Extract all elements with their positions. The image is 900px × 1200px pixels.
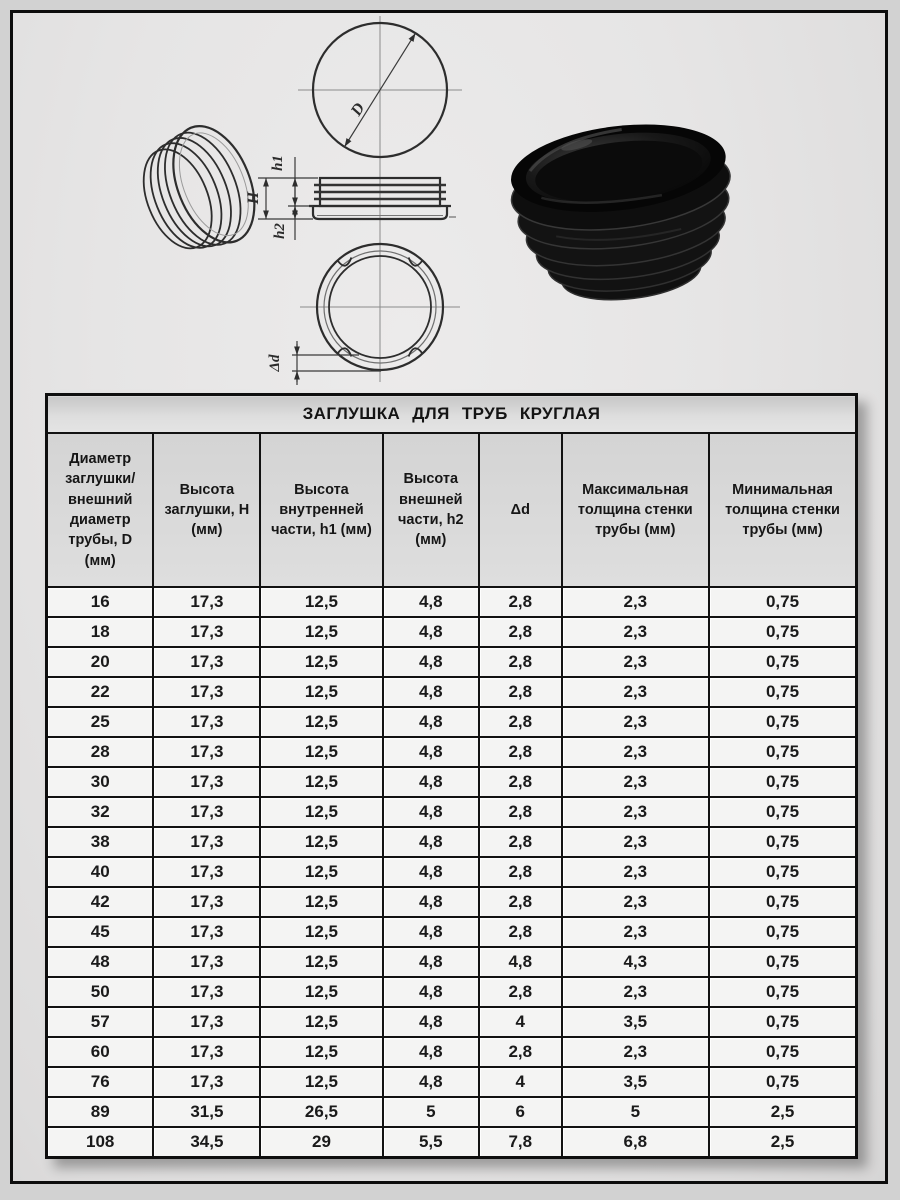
table-cell: 4,8 (383, 857, 479, 887)
table-cell: 4,8 (383, 647, 479, 677)
table-cell: 2,3 (562, 587, 709, 617)
dim-label-h1: h1 (270, 155, 286, 171)
table-cell: 4,8 (383, 797, 479, 827)
table-cell: 12,5 (260, 647, 382, 677)
table-cell: 12,5 (260, 677, 382, 707)
table-cell: 12,5 (260, 707, 382, 737)
table-cell: 4,8 (383, 977, 479, 1007)
table-cell: 2,3 (562, 677, 709, 707)
bottom-view (267, 244, 460, 385)
table-cell: 17,3 (153, 1007, 260, 1037)
table-row (47, 1007, 857, 1037)
table-cell: 2,8 (479, 677, 562, 707)
table-cell: 2,3 (562, 857, 709, 887)
table-cell: 17,3 (153, 587, 260, 617)
table-cell: 2,3 (562, 707, 709, 737)
table-cell: 2,8 (479, 887, 562, 917)
table-cell: 2,8 (479, 857, 562, 887)
table-cell: 2,5 (709, 1127, 856, 1158)
table-cell: 17,3 (153, 707, 260, 737)
table-cell: 2,8 (479, 737, 562, 767)
table-cell: 0,75 (709, 737, 856, 767)
table-cell: 17,3 (153, 1067, 260, 1097)
table-cell: 12,5 (260, 737, 382, 767)
table-cell: 12,5 (260, 617, 382, 647)
table-row (47, 917, 857, 947)
table-cell: 0,75 (709, 617, 856, 647)
table-cell: 0,75 (709, 677, 856, 707)
table-cell: 12,5 (260, 1007, 382, 1037)
table-cell: 0,75 (709, 977, 856, 1007)
table-cell: 42 (47, 887, 154, 917)
table-cell: 12,5 (260, 827, 382, 857)
table-cell: 5,5 (383, 1127, 479, 1158)
table-cell: 4,8 (383, 707, 479, 737)
table-cell: 2,3 (562, 767, 709, 797)
table-row (47, 767, 857, 797)
table-cell: 17,3 (153, 857, 260, 887)
table-cell: 5 (562, 1097, 709, 1127)
table-cell: 17,3 (153, 737, 260, 767)
table-cell: 2,8 (479, 977, 562, 1007)
table-cell: 0,75 (709, 1067, 856, 1097)
dim-label-diameter: D (347, 100, 369, 120)
table-cell: 0,75 (709, 647, 856, 677)
table-cell: 12,5 (260, 1067, 382, 1097)
spec-table (45, 393, 858, 1159)
table-cell: 0,75 (709, 917, 856, 947)
table-cell: 57 (47, 1007, 154, 1037)
table-cell: 17,3 (153, 797, 260, 827)
table-cell: 40 (47, 857, 154, 887)
table-cell: 4,8 (383, 1037, 479, 1067)
table-cell: 29 (260, 1127, 382, 1158)
table-cell: 4 (479, 1007, 562, 1037)
table-cell: 4,8 (383, 587, 479, 617)
table-cell: 2,3 (562, 827, 709, 857)
column-header-6: Максимальная толщина стенки трубы (мм) (562, 433, 709, 587)
table-cell: 2,3 (562, 977, 709, 1007)
dim-label-h2: h2 (272, 223, 288, 239)
table-cell: 2,8 (479, 707, 562, 737)
table-cell: 22 (47, 677, 154, 707)
table-cell: 12,5 (260, 1037, 382, 1067)
table-cell: 38 (47, 827, 154, 857)
column-header-1: Диаметр заглушки/ внешний диаметр трубы, D (мм) (47, 433, 154, 587)
table-row (47, 587, 857, 617)
table-cell: 0,75 (709, 707, 856, 737)
table-cell: 17,3 (153, 767, 260, 797)
dim-label-delta-d: Δd (267, 354, 283, 372)
table-row (47, 617, 857, 647)
table-cell: 2,8 (479, 617, 562, 647)
table-row (47, 647, 857, 677)
table-cell: 17,3 (153, 827, 260, 857)
table-row (47, 707, 857, 737)
table-cell: 12,5 (260, 917, 382, 947)
table-cell: 32 (47, 797, 154, 827)
table-cell: 4,8 (383, 827, 479, 857)
table-cell: 89 (47, 1097, 154, 1127)
content-frame (10, 10, 888, 1184)
table-cell: 50 (47, 977, 154, 1007)
table-cell: 2,8 (479, 797, 562, 827)
table-cell: 2,3 (562, 887, 709, 917)
table-cell: 5 (383, 1097, 479, 1127)
dim-label-H: H (245, 191, 262, 205)
table-cell: 0,75 (709, 587, 856, 617)
table-cell: 4,8 (383, 917, 479, 947)
table-row (47, 857, 857, 887)
table-cell: 17,3 (153, 677, 260, 707)
table-cell: 20 (47, 647, 154, 677)
table-row (47, 947, 857, 977)
table-cell: 2,5 (709, 1097, 856, 1127)
table-row (47, 677, 857, 707)
column-header-5: Δd (479, 433, 562, 587)
table-cell: 12,5 (260, 947, 382, 977)
table-cell: 2,8 (479, 827, 562, 857)
table-cell: 12,5 (260, 767, 382, 797)
table-cell: 0,75 (709, 1007, 856, 1037)
table-cell: 0,75 (709, 797, 856, 827)
table-cell: 4,3 (562, 947, 709, 977)
table-cell: 26,5 (260, 1097, 382, 1127)
table-cell: 4,8 (383, 737, 479, 767)
table-cell: 2,3 (562, 797, 709, 827)
table-cell: 0,75 (709, 947, 856, 977)
table-row (47, 977, 857, 1007)
table-cell: 0,75 (709, 887, 856, 917)
table-cell: 28 (47, 737, 154, 767)
table-cell: 60 (47, 1037, 154, 1067)
table-cell: 0,75 (709, 767, 856, 797)
table-cell: 30 (47, 767, 154, 797)
table-cell: 6,8 (562, 1127, 709, 1158)
oblique-view (127, 114, 270, 266)
table-cell: 0,75 (709, 827, 856, 857)
table-cell: 4,8 (383, 887, 479, 917)
table-row (47, 887, 857, 917)
column-header-7: Минимальная толщина стенки трубы (мм) (709, 433, 856, 587)
table-cell: 12,5 (260, 887, 382, 917)
table-cell: 3,5 (562, 1007, 709, 1037)
table-cell: 2,3 (562, 737, 709, 767)
table-cell: 2,8 (479, 587, 562, 617)
table-cell: 2,3 (562, 1037, 709, 1067)
table-cell: 48 (47, 947, 154, 977)
table-cell: 4,8 (479, 947, 562, 977)
table-cell: 17,3 (153, 947, 260, 977)
table-row (47, 1127, 857, 1158)
table-cell: 4,8 (383, 767, 479, 797)
table-cell: 2,8 (479, 917, 562, 947)
table-cell: 12,5 (260, 587, 382, 617)
table-cell: 17,3 (153, 917, 260, 947)
table-cell: 17,3 (153, 887, 260, 917)
table-cell: 76 (47, 1067, 154, 1097)
table-cell: 17,3 (153, 647, 260, 677)
technical-drawing (13, 13, 885, 391)
table-header-row (47, 433, 857, 587)
table-cell: 2,3 (562, 647, 709, 677)
table-cell: 2,8 (479, 647, 562, 677)
table-cell: 25 (47, 707, 154, 737)
table-cell: 12,5 (260, 857, 382, 887)
table-cell: 0,75 (709, 857, 856, 887)
table-cell: 2,8 (479, 767, 562, 797)
column-header-4: Высота внешней части, h2 (мм) (383, 433, 479, 587)
table-cell: 12,5 (260, 797, 382, 827)
table-row (47, 737, 857, 767)
table-cell: 7,8 (479, 1127, 562, 1158)
table-cell: 2,8 (479, 1037, 562, 1067)
table-cell: 4,8 (383, 677, 479, 707)
table-row (47, 797, 857, 827)
table-cell: 18 (47, 617, 154, 647)
table-cell: 4 (479, 1067, 562, 1097)
table-cell: 4,8 (383, 1007, 479, 1037)
table-cell: 4,8 (383, 617, 479, 647)
table-cell: 31,5 (153, 1097, 260, 1127)
side-view (245, 155, 456, 240)
table-cell: 34,5 (153, 1127, 260, 1158)
table-cell: 0,75 (709, 1037, 856, 1067)
table-cell: 4,8 (383, 947, 479, 977)
table-cell: 17,3 (153, 617, 260, 647)
table-cell: 4,8 (383, 1067, 479, 1097)
table-title: ЗАГЛУШКА ДЛЯ ТРУБ КРУГЛАЯ (47, 395, 857, 434)
table-row (47, 1037, 857, 1067)
table-cell: 2,3 (562, 917, 709, 947)
table-cell: 2,3 (562, 617, 709, 647)
table-cell: 45 (47, 917, 154, 947)
table-row (47, 1067, 857, 1097)
table-cell: 3,5 (562, 1067, 709, 1097)
column-header-3: Высота внутренней части, h1 (мм) (260, 433, 382, 587)
plug-3d-render (504, 113, 743, 312)
table-body (47, 587, 857, 1158)
table-row (47, 1097, 857, 1127)
column-header-2: Высота заглушки, H (мм) (153, 433, 260, 587)
table-cell: 12,5 (260, 977, 382, 1007)
table-cell: 17,3 (153, 977, 260, 1007)
table-title-row (47, 395, 857, 434)
table-cell: 6 (479, 1097, 562, 1127)
table-cell: 17,3 (153, 1037, 260, 1067)
table-cell: 108 (47, 1127, 154, 1158)
table-cell: 16 (47, 587, 154, 617)
table-row (47, 827, 857, 857)
